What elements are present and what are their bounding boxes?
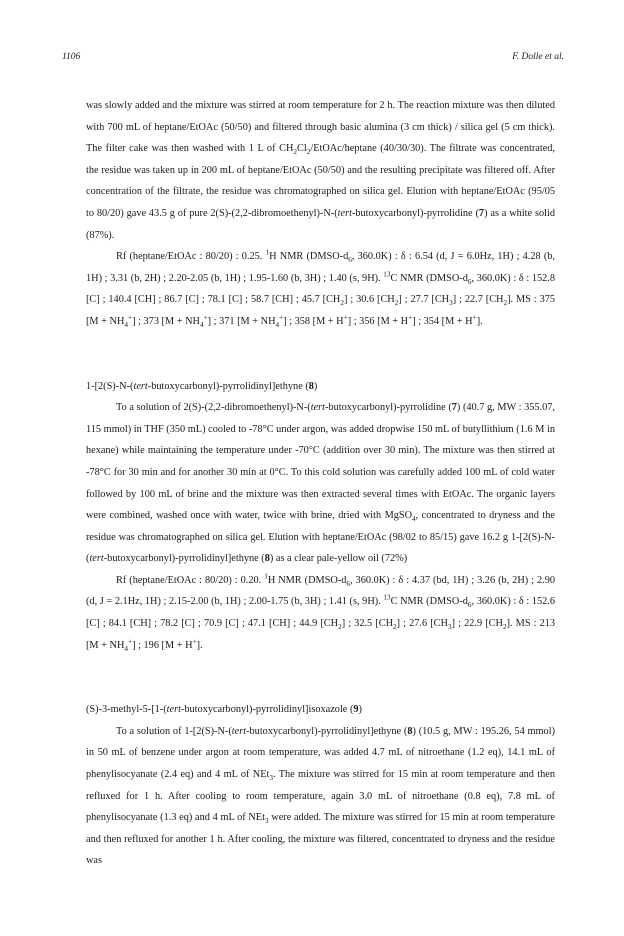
paragraph-procedure-9: To a solution of 1-[2(S)-N-(tert-butoxycarbonyl)-pyrrolidinyl]ethyne (8) (10.5 g, MW : 195.26, 54 mmol) in 50 mL of benzene under argon at room temperature, was added 4.7 mL of nitroethane (1.2 eq), 14.1 mL of phenylisocyanate (2.4 eq) and 4 mL of NEt$_3$. The mixture was stirred for 15 min at room temperature and then refluxed for 1 h. After cooling to room temperature, again 3.0 mL of nitroethane (0.8 eq), 7.8 mL of phenylisocyanate (1.3 eq) and 4 mL of NEt$_3$ were added. The mixture was stirred for 15 min at room temperature and then refluxed for another 1 h. After cooling, the mixture was filtered, concentrated to dryness and the residue was — [86, 725, 555, 867]
page-number: 1106 — [62, 52, 81, 62]
paragraph-characterization-7: Rf (heptane/EtOAc : 80/20) : 0.25. $^1$H NMR ($DMSO-d_6$, 360.0K) : δ : 6.54 (d, J = 6.0Hz, 1H) ; 4.28 (b, 1H) ; 3.31 (b, 2H) ; 2.20-2.05 (b, 1H) ; 1.95-1.60 (b, 3H) ; 1.40 (s, 9H). $^{13}$C NMR ($DMSO-d_6$, 360.0K) : δ : 152.8 [C] ; 140.4 [CH] ; 86.7 [C] ; 78.1 [C] ; 58.7 [CH] ; 45.7 $[CH_2]$ ; 30.6 $[CH_2]$ ; 27.7 $[CH_3]$ ; 22.7 $[CH_2]$. MS : 375 $[M + NH_4^+]$ ; 373 $[M + NH_4^+]$ ; 371 $[M + NH_4^+]$ ; 358 [M + H+] ; 356 [M + H+] ; 354 [M + H+]. — [86, 248, 556, 329]
section-gap — [86, 333, 555, 376]
running-author: F. Dolle et al. — [512, 52, 564, 62]
running-header — [62, 52, 564, 66]
compound-heading-8: 1-[2(S)-N-(tert-butoxycarbonyl)-pyrrolidinyl]ethyne (8) — [86, 380, 318, 392]
body-text — [86, 95, 555, 872]
section-gap — [86, 656, 555, 699]
compound-heading-9: (S)-3-methyl-5-[1-(tert-butoxycarbonyl)-pyrrolidinyl]isoxazole (9) — [86, 704, 362, 716]
paragraph-procedure-8: To a solution of 2(S)-(2,2-dibromoethenyl)-N-(tert-butoxycarbonyl)-pyrrolidine (7) (40.7 g, MW : 355.07, 115 mmol) in THF (350 mL) cooled to -78°C under argon, was added dropwise 150 mL of butyllithium (1.6 M in hexane) while maintaining the temperature under -70°C (addition over 30 min). The mixture was then stirred at -78°C for 30 min and for another 30 min at 0°C. To this cold solution was carefully added 100 mL of cold water followed by 100 mL of brine and the mixture was then extracted several times with EtOAc. The organic layers were combined, washed once with water, twice with brine, dried with MgSO$_4$, concentrated to dryness and the residue was chromatographed on silica gel. Elution with heptane/EtOAc (98/02 to 85/15) gave 16.2 g 1-[2(S)-N-(tert-butoxycarbonyl)-pyrrolidinyl]ethyne (8) as a clear pale-yellow oil (72%) — [86, 402, 556, 565]
paragraph-procedure-7: was slowly added and the mixture was stirred at room temperature for 2 h. The reaction mixture was then diluted with 700 mL of heptane/EtOAc (50/50) and filtered through basic alumina (3 cm thick) / silica gel (5 cm thick). The filter cake was then washed with 1 L of $CH_2Cl_2/EtOAc$/heptane (40/30/30). The filtrate was concentrated, the residue was taken up in 200 mL of heptane/EtOAc (50/50) and the resulting precipitate was filtered off. After concentration of the filtrate, the residue was chromatographed on silica gel. Elution with heptane/EtOAc (95/05 to 80/20) gave 43.5 g of pure 2(S)-(2,2-dibromoethenyl)-N-(tert-butoxycarbonyl)-pyrrolidine (7) as a white solid (87%). — [86, 100, 555, 241]
paragraph-characterization-8: Rf (heptane/EtOAc : 80/20) : 0.20. $^1$H NMR ($DMSO-d_6$, 360.0K) : δ : 4.37 (bd, 1H) ; 3.26 (b, 2H) ; 2.90 (d, J = 2.1Hz, 1H) ; 2.15-2.00 (b, 1H) ; 2.00-1.75 (b, 3H) ; 1.41 (s, 9H). $^{13}$C NMR ($DMSO-d_6$, 360.0K) : δ : 152.6 [C] ; 84.1 [CH] ; 78.2 [C] ; 70.9 [C] ; 47.1 [CH] ; 44.9 $[CH_2]$ ; 32.5 $[CH_2]$ ; 27.6 $[CH_3]$ ; 22.9 $[CH_2]$. MS : 213 $[M + NH_4^+]$ ; 196 [M + H+]. — [86, 572, 556, 653]
